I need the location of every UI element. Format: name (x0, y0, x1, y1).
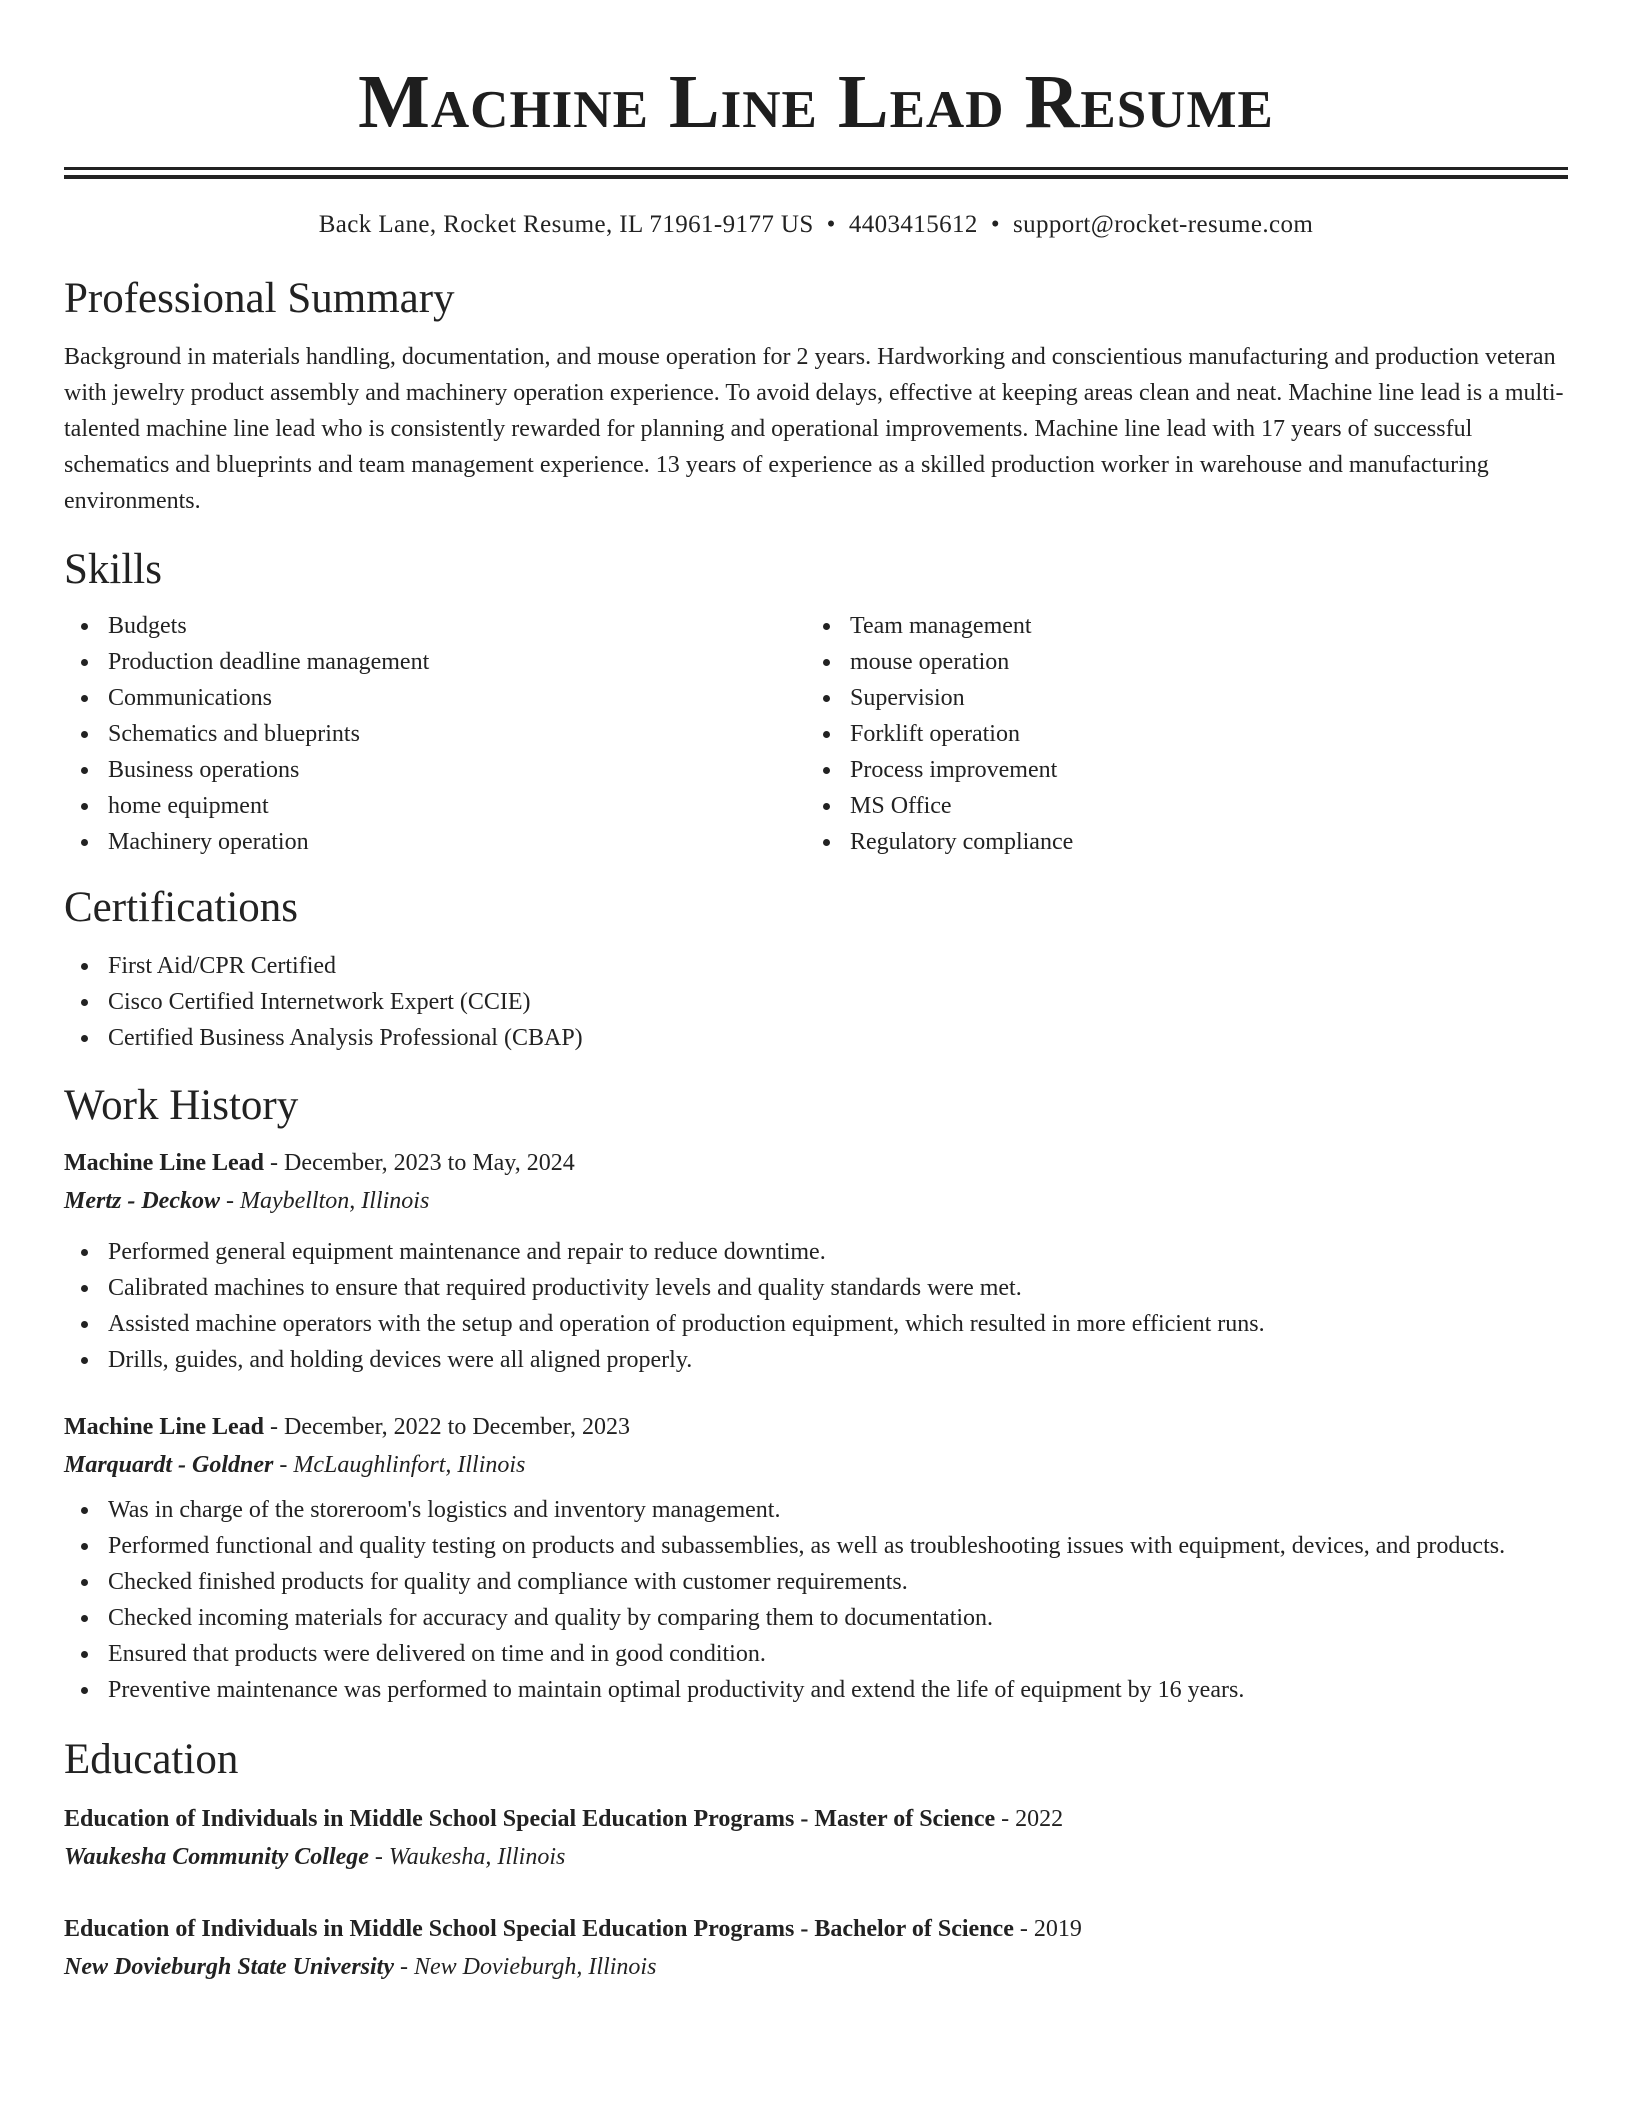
education-location: - Waukesha, Illinois (368, 1844, 566, 1870)
job-location: - Maybellton, Illinois (219, 1188, 430, 1214)
job-title-line (64, 1408, 1568, 1446)
skills-list-right (806, 608, 1548, 860)
job-company: Marquardt - Goldner (64, 1452, 274, 1478)
job-bullet: Calibrated machines to ensure that required productivity levels and quality standards were met. (64, 1270, 1568, 1306)
skill-item: Business operations (64, 752, 806, 788)
job-dates: - December, 2022 to December, 2023 (264, 1414, 630, 1440)
education-location: - New Dovieburgh, Illinois (394, 1954, 657, 1980)
work-history-heading: Work History (64, 1082, 299, 1129)
education-degree-line (64, 1910, 1568, 1948)
skill-item: Communications (64, 680, 806, 716)
skill-item: Budgets (64, 608, 806, 644)
education-school: New Dovieburgh State University (64, 1954, 394, 1980)
education-school-line (64, 1948, 1568, 1986)
certification-item: Cisco Certified Internetwork Expert (CCIE) (64, 984, 1568, 1020)
resume-page (64, 0, 1568, 1986)
skill-item: Schematics and blueprints (64, 716, 806, 752)
contact-email: support@rocket-resume.com (1012, 211, 1314, 238)
contact-separator: • (826, 211, 836, 238)
skill-item: mouse operation (806, 644, 1548, 680)
skills-columns (64, 608, 1568, 860)
contact-separator: • (990, 211, 1000, 238)
job-company-line (64, 1446, 1568, 1484)
job-bullet: Preventive maintenance was performed to maintain optimal productivity and extend the life of equipment by 16 years. (64, 1672, 1568, 1708)
job-company-line (64, 1182, 1568, 1220)
work-history-section (64, 1080, 1568, 1708)
job-bullet: Checked incoming materials for accuracy and quality by comparing them to documentation. (64, 1600, 1568, 1636)
education-degree-line (64, 1800, 1568, 1838)
contact-address: Back Lane, Rocket Resume, IL 71961-9177 US (318, 211, 814, 238)
certifications-heading: Certifications (64, 884, 299, 931)
skill-item: Production deadline management (64, 644, 806, 680)
job-title: Machine Line Lead (64, 1414, 265, 1440)
job-bullet: Performed general equipment maintenance and repair to reduce downtime. (64, 1234, 1568, 1270)
skill-item: Regulatory compliance (806, 824, 1548, 860)
job-dates: - December, 2023 to May, 2024 (264, 1150, 575, 1176)
education-school-line (64, 1838, 1568, 1876)
education-school: Waukesha Community College (64, 1844, 369, 1870)
certification-item: Certified Business Analysis Professional (CBAP) (64, 1020, 1568, 1056)
skill-item: Supervision (806, 680, 1548, 716)
certification-item: First Aid/CPR Certified (64, 948, 1568, 984)
resume-title: Machine Line Lead Resume (358, 60, 1274, 144)
skill-item: Process improvement (806, 752, 1548, 788)
education-degree: Education of Individuals in Middle School Special Education Programs - Bachelor of Science (64, 1916, 1014, 1942)
skills-section (64, 544, 1568, 860)
education-year: - 2019 (1013, 1916, 1082, 1942)
skill-item: Team management (806, 608, 1548, 644)
certifications-list (64, 948, 1568, 1056)
education-entry (64, 1800, 1568, 1876)
job-location: - McLaughlinfort, Illinois (273, 1452, 526, 1478)
skill-item: Machinery operation (64, 824, 806, 860)
education-degree: Education of Individuals in Middle School Special Education Programs - Master of Science (64, 1806, 996, 1832)
job-company: Mertz - Deckow (64, 1188, 220, 1214)
education-heading: Education (64, 1736, 239, 1783)
education-entry (64, 1910, 1568, 1986)
contact-phone: 4403415612 (848, 211, 978, 238)
contact-line (64, 209, 1568, 241)
job-bullets (64, 1492, 1568, 1708)
skill-item: MS Office (806, 788, 1548, 824)
summary-section (64, 273, 1568, 519)
education-year: - 2022 (995, 1806, 1064, 1832)
education-section (64, 1734, 1568, 1986)
skills-heading: Skills (64, 546, 162, 593)
job-bullet: Was in charge of the storeroom's logistics and inventory management. (64, 1492, 1568, 1528)
certifications-section (64, 882, 1568, 1056)
job-bullet: Drills, guides, and holding devices were all aligned properly. (64, 1342, 1568, 1378)
job-bullet: Checked finished products for quality and compliance with customer requirements. (64, 1564, 1568, 1600)
summary-text: Background in materials handling, documentation, and mouse operation for 2 years. Hardworking and conscientious manufacturing and production veteran with jewelry product assembly and machinery operation experience. To avoid delays, effective at keeping areas clean and neat. Machine line lead is a multi-talented machine line lead who is consistently rewarded for planning and operational improvements. Machine line lead with 17 years of successful schematics and blueprints and team management experience. 13 years of experience as a skilled production worker in warehouse and manufacturing environments. (64, 344, 1564, 514)
job-bullet: Assisted machine operators with the setup and operation of production equipment, which resulted in more efficient runs. (64, 1306, 1568, 1342)
skill-item: home equipment (64, 788, 806, 824)
header-rule-top (64, 167, 1568, 170)
job-bullet: Ensured that products were delivered on time and in good condition. (64, 1636, 1568, 1672)
job-title: Machine Line Lead (64, 1150, 265, 1176)
job-title-line (64, 1144, 1568, 1182)
skill-item: Forklift operation (806, 716, 1548, 752)
job-entry (64, 1144, 1568, 1378)
job-entry (64, 1408, 1568, 1708)
skills-list-left (64, 608, 806, 860)
header-rule-bottom (64, 175, 1568, 179)
summary-heading: Professional Summary (64, 275, 455, 322)
job-bullets (64, 1234, 1568, 1378)
job-bullet: Performed functional and quality testing on products and subassemblies, as well as troubleshooting issues with equipment, devices, and products. (64, 1528, 1568, 1564)
